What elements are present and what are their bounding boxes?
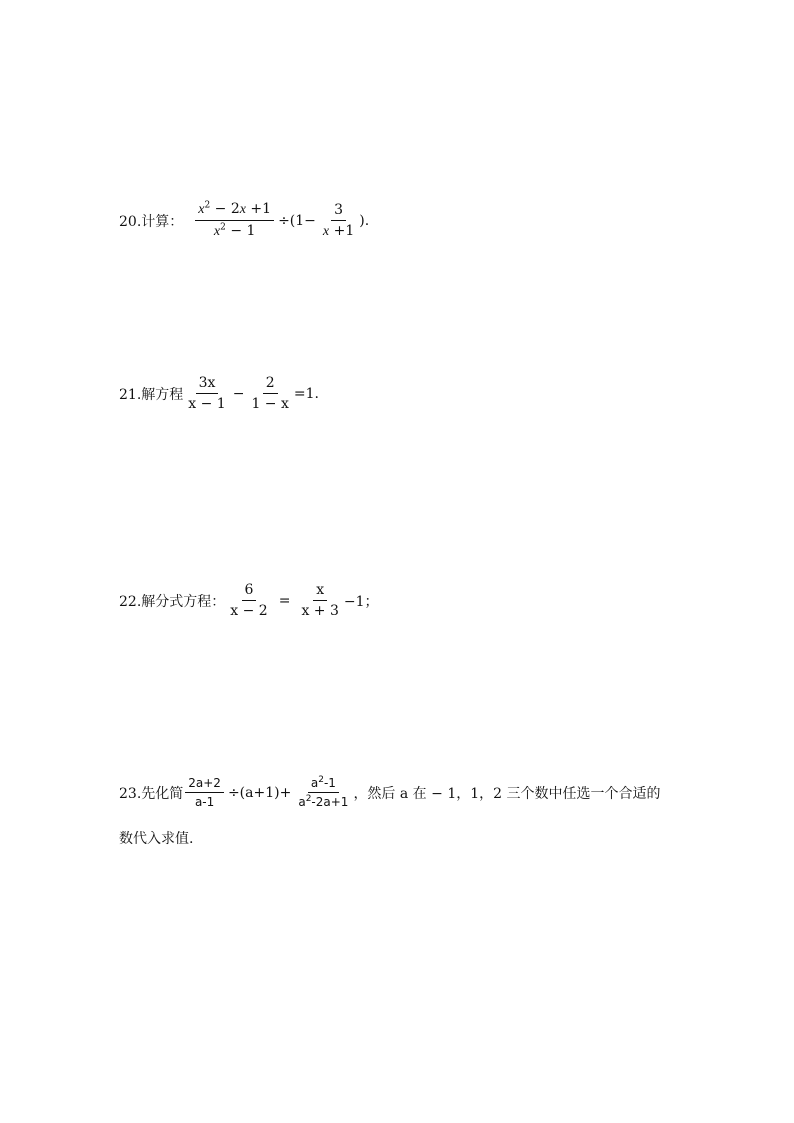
- fraction-numerator: x: [313, 582, 327, 601]
- problem-23-line-2: 数代入求值.: [119, 831, 194, 847]
- problem-20-label: 20.计算：: [119, 213, 184, 230]
- problem-21: [119, 375, 319, 412]
- problem-20-operator: ÷(1−: [278, 212, 316, 229]
- problem-22-fraction-2: [298, 582, 341, 619]
- fraction-numerator: 6: [242, 582, 257, 601]
- problem-22-fraction-1: [227, 582, 270, 619]
- problem-23-fraction-2: [295, 776, 351, 809]
- problem-22: [119, 582, 379, 619]
- fraction-denominator: x − 1: [188, 396, 226, 412]
- problem-23-rest: ，然后 a 在 − 1，1，2 三个数中任选一个合适的: [353, 785, 661, 802]
- fraction-denominator: 1 − x: [251, 396, 289, 412]
- fraction-numerator: 3: [331, 202, 346, 221]
- problem-20-end: ).: [359, 212, 370, 229]
- fraction-numerator: $a^2-1$: [308, 776, 339, 793]
- problem-22-end: −1；: [343, 593, 379, 610]
- problem-23-middle: ÷(a+1)+: [227, 784, 292, 801]
- fraction-denominator: $a^2-2a+1$: [298, 794, 349, 809]
- problem-21-label: 21.解方程: [119, 386, 184, 403]
- problem-20-fraction-1: [195, 201, 274, 240]
- problem-22-label: 22.解分式方程：: [119, 593, 226, 610]
- fraction-numerator: 2a+2: [185, 776, 224, 793]
- problem-23-fraction-1: [185, 776, 224, 809]
- fraction-numerator: $x^2 - 2x +1$: [195, 201, 274, 221]
- fraction-denominator: x − 2: [230, 603, 268, 619]
- fraction-denominator: $x^2 - 1$: [213, 222, 256, 239]
- problem-21-fraction-1: [185, 375, 228, 412]
- problem-23-label: 23.先化简: [119, 785, 184, 802]
- problem-21-operator: −: [232, 385, 245, 402]
- problem-21-fraction-2: [248, 375, 291, 412]
- fraction-numerator: 2: [263, 375, 278, 394]
- problem-22-equals: =: [278, 592, 291, 609]
- fraction-denominator: a-1: [194, 795, 215, 809]
- problem-20-fraction-2: [320, 202, 357, 240]
- fraction-denominator: x +1: [322, 222, 355, 239]
- problem-20: [119, 201, 369, 240]
- problem-23: [119, 776, 661, 809]
- problem-21-end: =1.: [293, 385, 319, 402]
- fraction-denominator: x + 3: [301, 603, 339, 619]
- fraction-numerator: 3x: [196, 375, 219, 394]
